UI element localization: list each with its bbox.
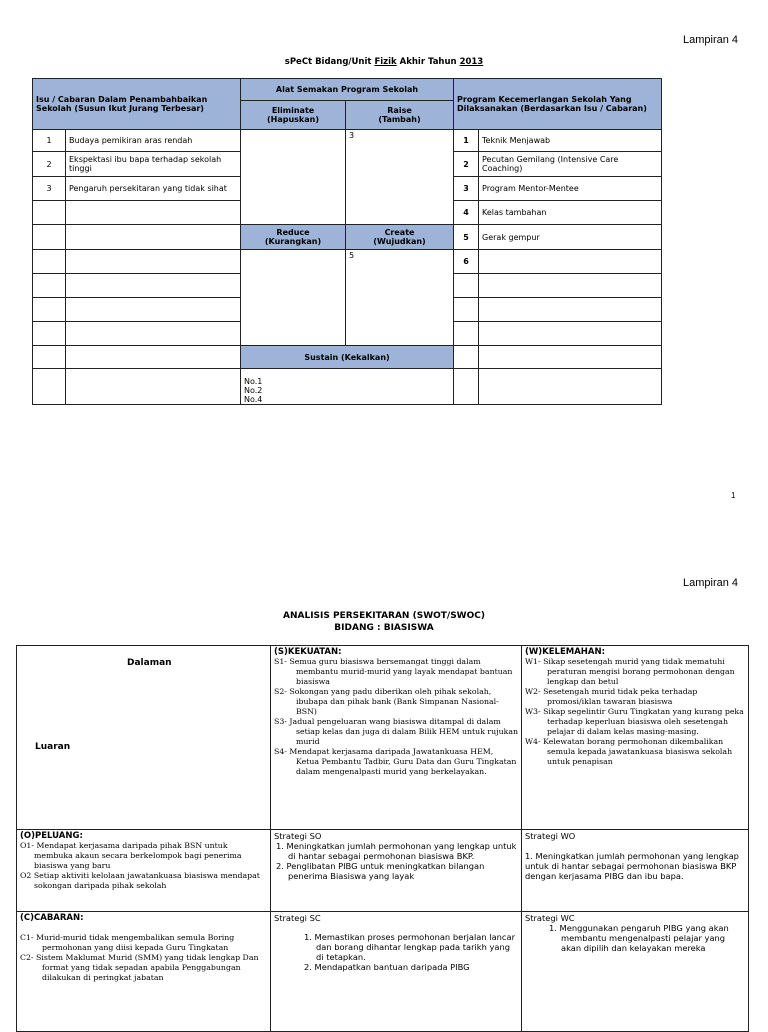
lampiran-label: Lampiran 4 — [683, 577, 739, 589]
weaknesses-cell — [522, 646, 749, 830]
weaknesses-label: (W)KELEMAHAN: — [525, 647, 606, 657]
opportunities-label: (O)PELUANG: — [20, 831, 83, 841]
reduce-cell — [241, 250, 346, 346]
program-text: Teknik Menjawab — [479, 130, 662, 152]
dalaman-luaran-cell — [17, 646, 271, 830]
issue-text — [66, 225, 241, 250]
strength-item: S1- Semua guru biasiswa bersemangat tinggi dalam membantu murid-murid yang layak mendapat bantuan biasiswa — [274, 657, 513, 686]
challenges-cell — [17, 912, 271, 1032]
dalaman-label: Dalaman — [127, 658, 172, 668]
swot-table — [16, 645, 749, 1032]
challenge-item: C2- Sistem Maklumat Murid (SMM) yang tidak lengkap Dan format yang tidak sepadan apabila Penggabungan dilakukan di peringkat jabatan — [20, 953, 259, 982]
strategy-so-item: 1. Meningkatkan jumlah permohonan yang lengkap untuk di hantar sebagai permohonan biasiswa BKP. — [276, 841, 517, 861]
issue-no: 3 — [33, 177, 66, 201]
tool-header: Alat Semakan Program Sekolah — [241, 79, 454, 101]
issue-no: 1 — [33, 130, 66, 152]
challenges-label: (C)CABARAN: — [20, 913, 84, 923]
opportunity-item: O1- Mendapat kerjasama daripada pihak BSN untuk membuka akaun secara berkelompok bagi penerima biasiswa yang baru — [20, 841, 242, 870]
strengths-label: (S)KEKUATAN: — [274, 647, 342, 657]
weakness-item: W3- Sikap segelintir Guru Tingkatan yang kurang peka terhadap keperluan biasiswa oleh sesetengah pelajar di dalam kelas masing-masing. — [525, 707, 744, 736]
strategy-sc-item: 2. Mendapatkan bantuan daripada PIBG — [304, 962, 470, 972]
strategy-sc-cell — [271, 912, 522, 1032]
issue-text: Budaya pemikiran aras rendah — [66, 130, 241, 152]
strategy-wc-cell — [522, 912, 749, 1032]
page-number: 1 — [731, 491, 736, 500]
opportunities-cell — [17, 830, 271, 912]
issue-text: Pengaruh persekitaran yang tidak sihat — [66, 177, 241, 201]
strategy-sc-item: 1. Memastikan proses permohonan berjalan lancar dan borang dihantar lengkap pada tarikh yang di tetapkan. — [304, 932, 515, 962]
program-header: Program Kecemerlangan Sekolah Yang Dilaksanakan (Berdasarkan Isu / Cabaran) — [454, 79, 662, 130]
program-no: 6 — [454, 250, 479, 274]
opportunity-item: O2 Setiap aktiviti kelolaan jawatankuasa biasiswa mendapat sokongan daripada pihak sekolah — [20, 871, 260, 890]
issue-no — [33, 201, 66, 225]
issue-no: 2 — [33, 152, 66, 177]
issue-text: Ekspektasi ibu bapa terhadap sekolah tinggi — [66, 152, 241, 177]
strength-item: S2- Sokongan yang padu diberikan oleh pihak sekolah, ibubapa dan pihak bank (Bank Simpanan Nasional-BSN) — [274, 687, 499, 716]
program-text — [479, 250, 662, 274]
program-text: Kelas tambahan — [479, 201, 662, 225]
strength-item: S3- Jadual pengeluaran wang biasiswa ditampal di dalam setiap kelas dan juga di dalam Bilik HEM untuk rujukan murid — [274, 717, 518, 746]
program-no: 3 — [454, 177, 479, 201]
sustain-header: Sustain (Kekalkan) — [241, 346, 454, 369]
eliminate-cell — [241, 130, 346, 225]
reduce-header: Reduce (Kurangkan) — [241, 225, 346, 250]
issue-header: Isu / Cabaran Dalam Penambahbaikan Sekolah (Susun Ikut Jurang Terbesar) — [33, 79, 241, 130]
strategy-wo-cell — [522, 830, 749, 912]
sustain-cell: No.1 No.2 No.4 — [241, 369, 454, 405]
raise-header: Raise (Tambah) — [346, 101, 454, 130]
program-text: Pecutan Gemilang (Intensive Care Coaching) — [479, 152, 662, 177]
raise-cell: 3 — [346, 130, 454, 225]
strengths-cell — [271, 646, 522, 830]
strategy-so-cell — [271, 830, 522, 912]
challenge-item: C1- Murid-murid tidak mengembalikan semula Boring permohonan yang diisi kepada Guru Tingkatan — [20, 933, 235, 952]
create-header: Create (Wujudkan) — [346, 225, 454, 250]
issue-text — [66, 250, 241, 274]
program-no: 2 — [454, 152, 479, 177]
strategy-wc-item: 1. Menggunakan pengaruh PIBG yang akan membantu mengenalpasti pelajar yang akan dipilih dan kelayakan mereka — [549, 923, 729, 953]
program-no: 1 — [454, 130, 479, 152]
program-text: Gerak gempur — [479, 225, 662, 250]
issue-no — [33, 225, 66, 250]
strategy-so-label: Strategi SO — [274, 831, 322, 841]
weakness-item: W4- Kelewatan borang permohonan dikembalikan semula kepada jawatankuasa biasiswa sekolah untuk penapisan — [525, 737, 733, 766]
page-title: sPeCt Bidang/Unit Fizik Akhir Tahun 2013 — [284, 57, 484, 67]
program-no: 5 — [454, 225, 479, 250]
luaran-label: Luaran — [35, 742, 71, 752]
lampiran-label: Lampiran 4 — [683, 34, 739, 46]
eliminate-header: Eliminate (Hapuskan) — [241, 101, 346, 130]
spect-table — [32, 78, 662, 405]
create-cell: 5 — [346, 250, 454, 346]
strength-item: S4- Mendapat kerjasama daripada Jawatankuasa HEM, Ketua Pembantu Tadbir, Guru Data dan Guru Tingkatan dalam mengenalpasti murid yang berkelayakan. — [274, 747, 517, 776]
program-text: Program Mentor-Mentee — [479, 177, 662, 201]
issue-text — [66, 201, 241, 225]
strategy-wo-label: Strategi WO — [525, 831, 576, 841]
strategy-wc-label: Strategi WC — [525, 913, 575, 923]
weakness-item: W2- Sesetengah murid tidak peka terhadap promosi/iklan tawaran biasiswa — [525, 687, 698, 706]
program-no: 4 — [454, 201, 479, 225]
issue-no — [33, 250, 66, 274]
swot-title: ANALISIS PERSEKITARAN (SWOT/SWOC) BIDANG : BIASISWA — [283, 611, 485, 633]
weakness-item: W1- Sikap sesetengah murid yang tidak mematuhi peraturan mengisi borang permohonan dengan lengkap dan betul — [525, 657, 735, 686]
strategy-sc-label: Strategi SC — [274, 913, 321, 923]
strategy-so-item: 2. Penglibatan PIBG untuk meningkatkan bilangan penerima Biasiswa yang layak — [276, 861, 485, 881]
strategy-wo-item: 1. Meningkatkan jumlah permohonan yang lengkap untuk di hantar sebagai permohonan biasiswa BKP dengan kerjasama PIBG dan ibu bapa. — [525, 851, 739, 881]
